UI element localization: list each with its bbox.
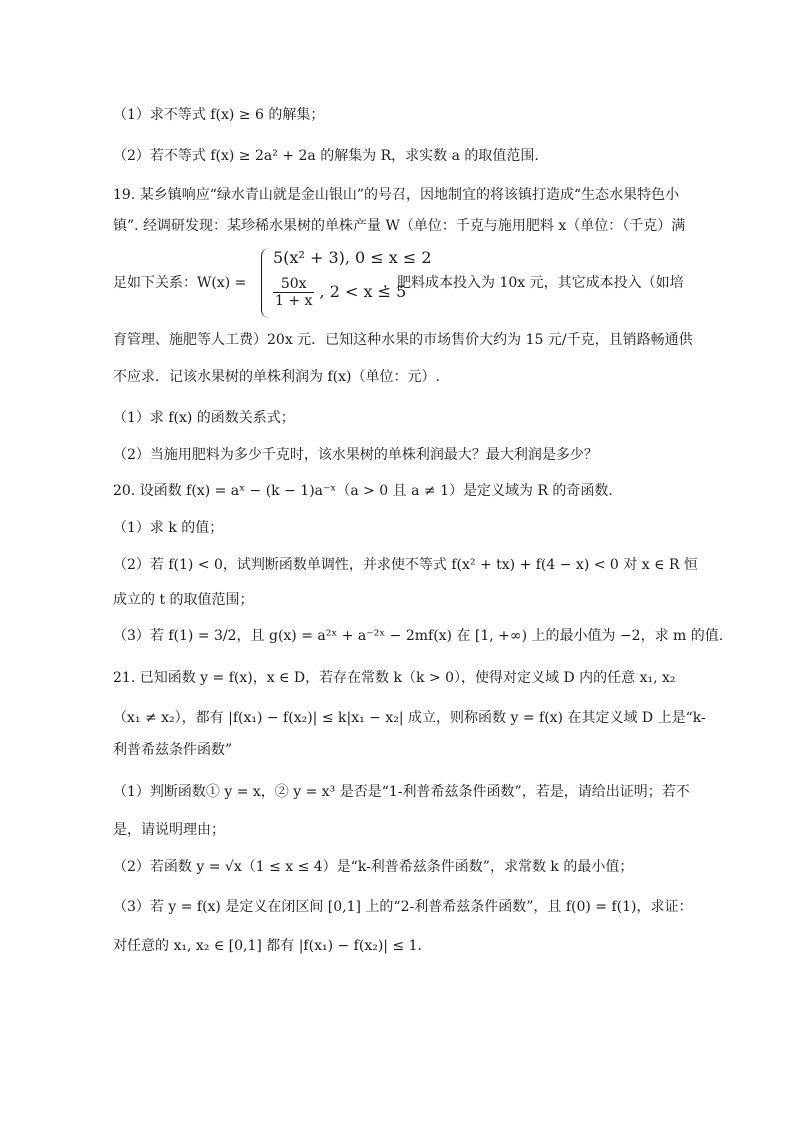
piecewise-case-2-domain: , 2 < x ≤ 5	[319, 282, 407, 301]
question-19-part-1: （1）求 f(x) 的函数关系式；	[113, 410, 295, 426]
question-20-part-2-line-2: 成立的 t 的取值范围；	[113, 592, 254, 608]
question-19-part-2: （2）当施用肥料为多少千克时，该水果树的单株利润最大？最大利润是多少？	[113, 447, 598, 463]
fraction-denominator: 1 + x	[275, 293, 313, 309]
fraction-50x-over-1plusx	[273, 276, 314, 309]
question-19-stem-line-1: 19. 某乡镇响应“绿水青山就是金山银山”的号召，因地制宜的将该镇打造成“生态水果特色小	[113, 187, 680, 203]
fraction-numerator: 50x	[273, 276, 314, 293]
question-19-stem-line-5: 不应求．记该水果树的单株利润为 f(x)（单位：元）.	[113, 369, 440, 385]
piecewise-label: 足如下关系：W(x) =	[113, 275, 247, 291]
question-21-stem-line-2: （x₁ ≠ x₂），都有 |f(x₁) − f(x₂)| ≤ k|x₁ − x₂| 成立，则称函数 y = f(x) 在其定义域 D 上是“k-	[113, 710, 706, 726]
question-20-part-2-line-1: （2）若 f(1) < 0，试判断函数单调性，并求使不等式 f(x² + tx) + f(4 − x) < 0 对 x ∈ R 恒	[113, 557, 698, 573]
question-20-part-1: （1）求 k 的值；	[113, 520, 224, 536]
question-21-part-2: （2）若函数 y = √x（1 ≤ x ≤ 4）是“k-利普希兹条件函数”，求常数 k 的最小值；	[113, 859, 634, 875]
question-21-stem-line-1: 21. 已知函数 y = f(x)，x ∈ D，若存在常数 k（k > 0），使得对定义域 D 内的任意 x₁, x₂	[113, 670, 676, 686]
piecewise-case-1: 5(x² + 3), 0 ≤ x ≤ 2	[273, 248, 432, 267]
question-20-part-3: （3）若 f(1) = 3/2，且 g(x) = a²ˣ + a⁻²ˣ − 2mf(x) 在 [1, +∞) 上的最小值为 −2，求 m 的值.	[113, 628, 724, 644]
question-19-stem-line-2: 镇”. 经调研发现：某珍稀水果树的单株产量 W（单位：千克与施用肥料 x（单位：（千克）满	[113, 218, 686, 234]
question-18-part-1: （1）求不等式 f(x) ≥ 6 的解集；	[113, 107, 325, 123]
question-21-stem-line-3: 利普希兹条件函数”	[113, 742, 233, 758]
piecewise-trailing-text: ，肥料成本投入为 10x 元，其它成本投入（如培	[383, 275, 684, 291]
question-19-stem-line-4: 育管理、施肥等人工费）20x 元．已知这种水果的市场售价大约为 15 元/千克，且销路畅通供	[113, 332, 693, 348]
question-18-part-2: （2）若不等式 f(x) ≥ 2a² + 2a 的解集为 R，求实数 a 的取值范围.	[113, 148, 539, 164]
question-20-stem: 20. 设函数 f(x) = aˣ − (k − 1)a⁻ˣ（a > 0 且 a ≠ 1）是定义域为 R 的奇函数.	[113, 483, 613, 499]
piecewise-brace	[261, 248, 272, 318]
question-21-part-3-line-2: 对任意的 x₁, x₂ ∈ [0,1] 都有 |f(x₁) − f(x₂)| ≤ 1.	[113, 938, 422, 954]
question-21-part-1-line-2: 是，请说明理由；	[113, 822, 225, 838]
question-21-part-3-line-1: （3）若 y = f(x) 是定义在闭区间 [0,1] 上的“2-利普希兹条件函数”，且 f(0) = f(1)，求证：	[113, 899, 693, 915]
question-21-part-1-line-1: （1）判断函数① y = x，② y = x³ 是否是“1-利普希兹条件函数”，若是，请给出证明；若不	[113, 784, 690, 800]
